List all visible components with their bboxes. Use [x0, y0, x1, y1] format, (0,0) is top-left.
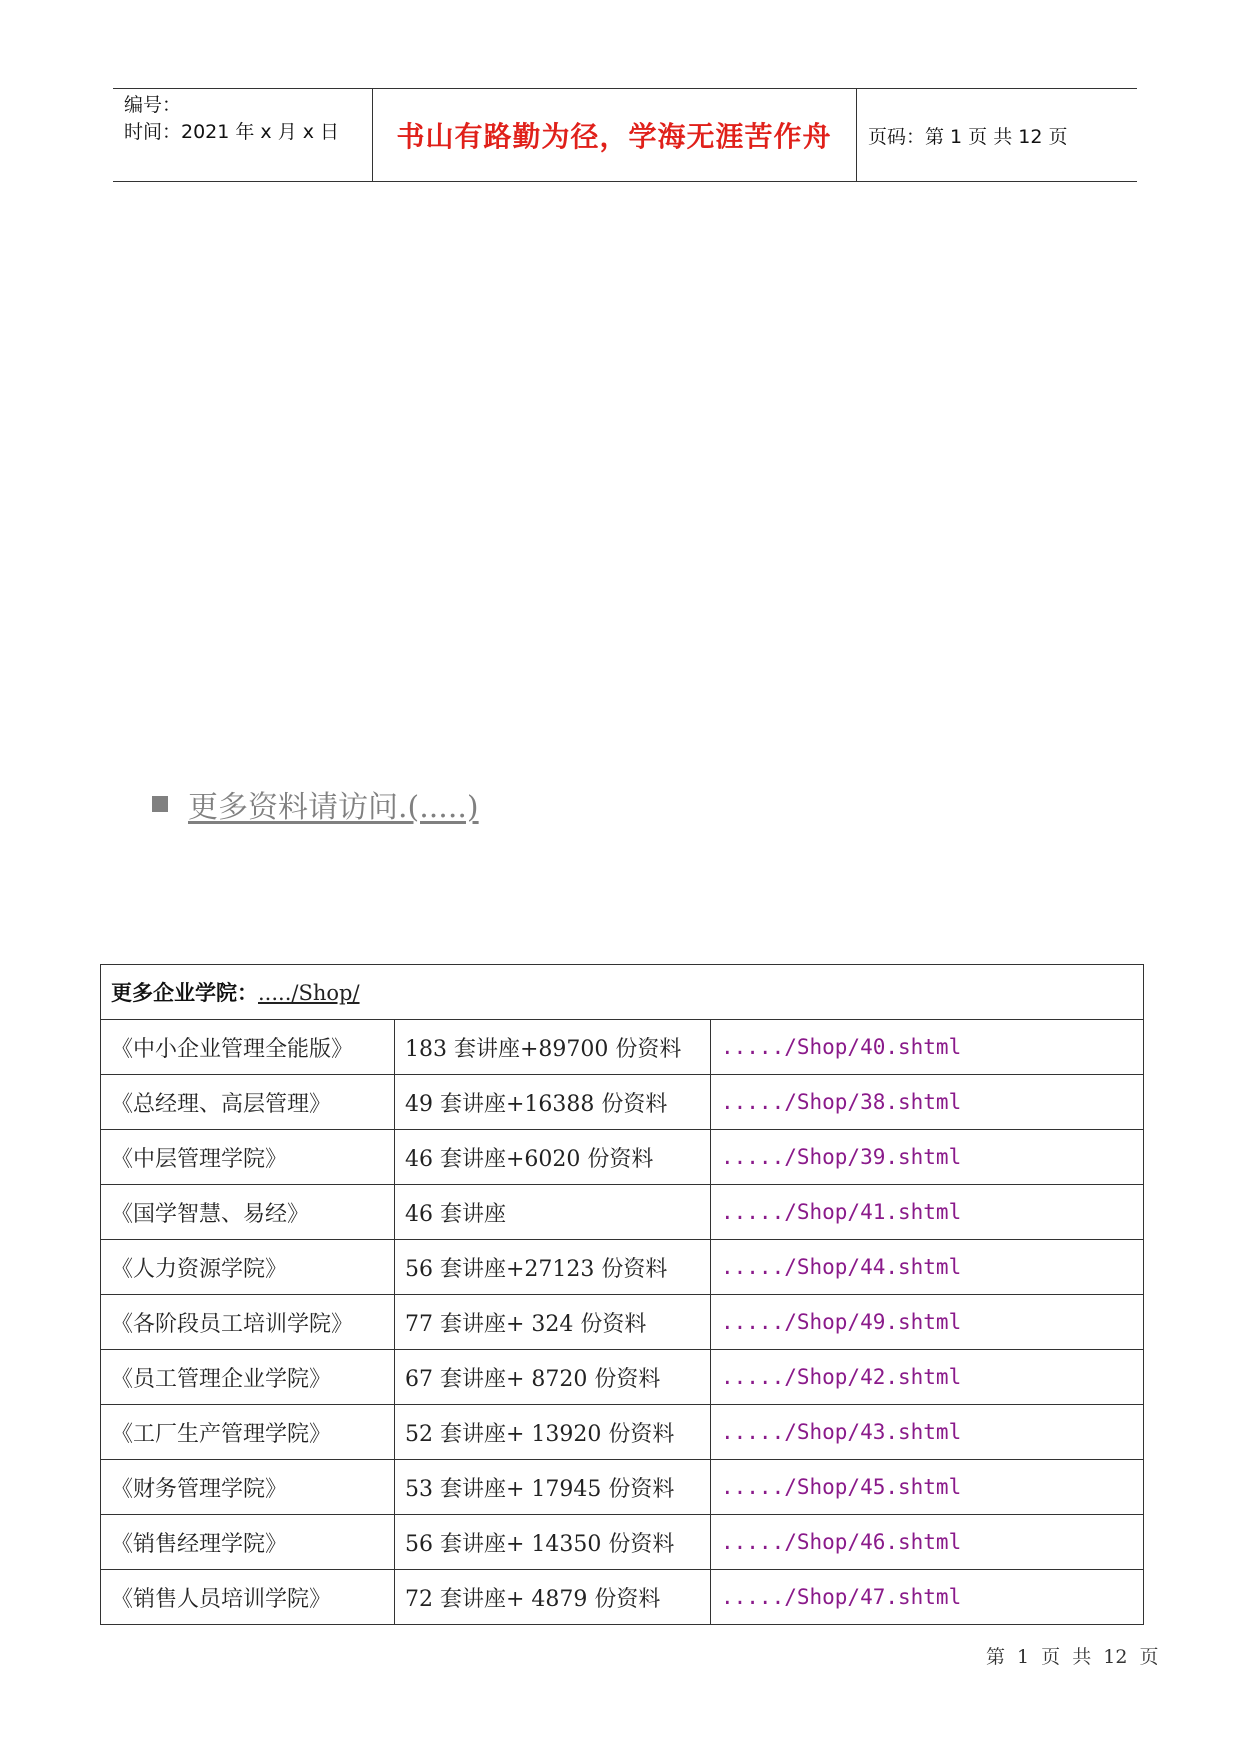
table-row: [101, 1460, 1144, 1515]
course-name: 《国学智慧、易经》: [101, 1185, 395, 1240]
visit-line: [152, 782, 479, 826]
course-link[interactable]: ...../Shop/40.shtml: [711, 1020, 1144, 1075]
course-name: 《总经理、高层管理》: [101, 1075, 395, 1130]
table-row: [101, 1350, 1144, 1405]
serial-label: 编号：: [124, 94, 182, 116]
course-name: 《销售人员培训学院》: [101, 1570, 395, 1625]
course-link[interactable]: ...../Shop/41.shtml: [711, 1185, 1144, 1240]
table-header-cell: [101, 965, 1144, 1020]
course-name: 《工厂生产管理学院》: [101, 1405, 395, 1460]
course-link[interactable]: ...../Shop/47.shtml: [711, 1570, 1144, 1625]
course-description: 183 套讲座+89700 份资料: [395, 1020, 711, 1075]
table-row: [101, 1405, 1144, 1460]
table-row: [101, 1240, 1144, 1295]
footer-page-number: 第 1 页 共 12 页: [986, 1646, 1159, 1668]
course-name: 《员工管理企业学院》: [101, 1350, 395, 1405]
course-description: 56 套讲座+27123 份资料: [395, 1240, 711, 1295]
time-label: 时间：2021 年 x 月 x 日: [124, 121, 340, 143]
course-description: 46 套讲座+6020 份资料: [395, 1130, 711, 1185]
table-header-link[interactable]: ...../Shop/: [258, 981, 360, 1005]
course-name: 《人力资源学院》: [101, 1240, 395, 1295]
course-link[interactable]: ...../Shop/46.shtml: [711, 1515, 1144, 1570]
course-name: 《中层管理学院》: [101, 1130, 395, 1185]
header-divider-right: [856, 88, 857, 182]
table-row: [101, 1295, 1144, 1350]
visit-link[interactable]: 更多资料请访问.(.....): [188, 790, 479, 825]
course-name: 《各阶段员工培训学院》: [101, 1295, 395, 1350]
table-row: [101, 1570, 1144, 1625]
course-description: 72 套讲座+ 4879 份资料: [395, 1570, 711, 1625]
table-row: [101, 1185, 1144, 1240]
course-name: 《财务管理学院》: [101, 1460, 395, 1515]
course-link[interactable]: ...../Shop/39.shtml: [711, 1130, 1144, 1185]
header-meta: [124, 92, 339, 146]
header-page-label: 页码：第 1 页 共 12 页: [868, 125, 1068, 148]
course-description: 56 套讲座+ 14350 份资料: [395, 1515, 711, 1570]
course-description: 53 套讲座+ 17945 份资料: [395, 1460, 711, 1515]
course-name: 《销售经理学院》: [101, 1515, 395, 1570]
academy-table: [100, 964, 1144, 1625]
course-description: 77 套讲座+ 324 份资料: [395, 1295, 711, 1350]
course-name: 《中小企业管理全能版》: [101, 1020, 395, 1075]
table-header-row: [101, 965, 1144, 1020]
table-row: [101, 1075, 1144, 1130]
square-bullet-icon: [152, 796, 168, 812]
course-link[interactable]: ...../Shop/49.shtml: [711, 1295, 1144, 1350]
course-link[interactable]: ...../Shop/45.shtml: [711, 1460, 1144, 1515]
course-description: 46 套讲座: [395, 1185, 711, 1240]
course-link[interactable]: ...../Shop/42.shtml: [711, 1350, 1144, 1405]
course-link[interactable]: ...../Shop/38.shtml: [711, 1075, 1144, 1130]
header-motto: 书山有路勤为径，学海无涯苦作舟: [396, 120, 832, 153]
course-link[interactable]: ...../Shop/43.shtml: [711, 1405, 1144, 1460]
course-link[interactable]: ...../Shop/44.shtml: [711, 1240, 1144, 1295]
table-row: [101, 1020, 1144, 1075]
course-description: 49 套讲座+16388 份资料: [395, 1075, 711, 1130]
table-row: [101, 1515, 1144, 1570]
table-row: [101, 1130, 1144, 1185]
table-header-label: 更多企业学院：: [111, 981, 258, 1005]
course-description: 52 套讲座+ 13920 份资料: [395, 1405, 711, 1460]
course-description: 67 套讲座+ 8720 份资料: [395, 1350, 711, 1405]
